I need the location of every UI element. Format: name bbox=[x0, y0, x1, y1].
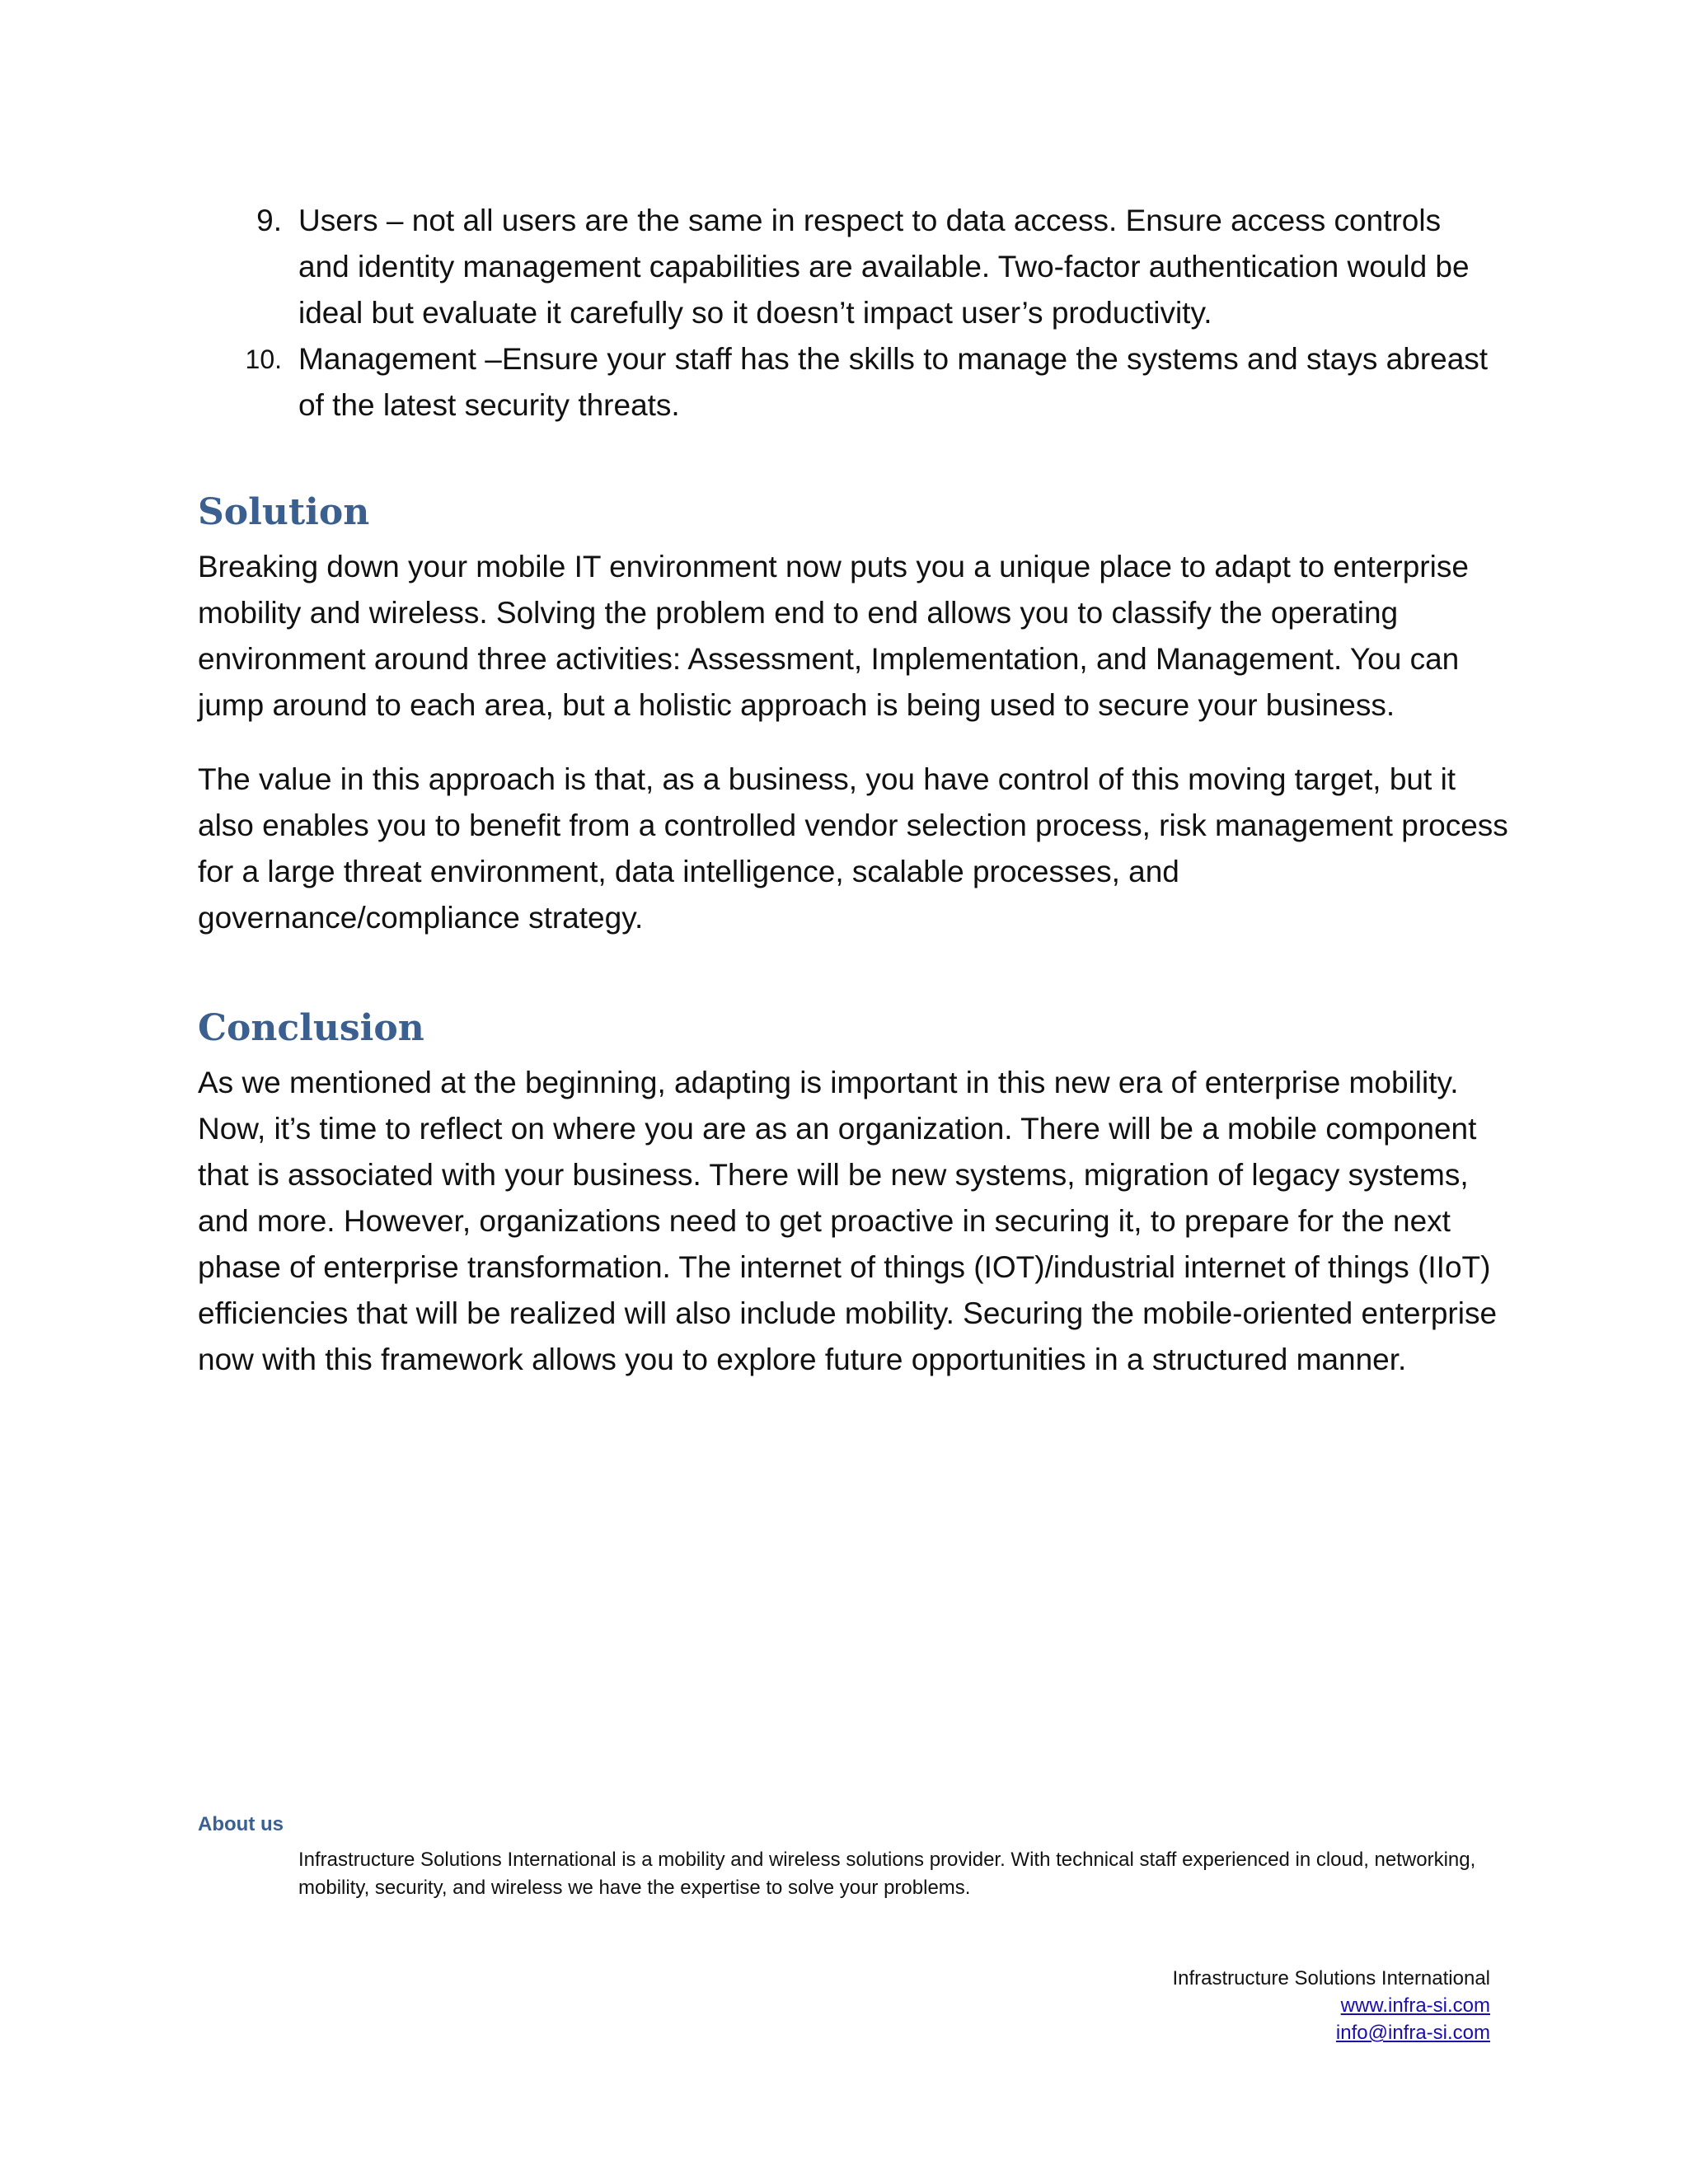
email-link[interactable]: info@infra-si.com bbox=[1335, 2022, 1490, 2044]
solution-paragraph-2: The value in this approach is that, as a business, you have control of this moving target, but it also enables you to benefit from a controlled vendor selection process, risk management process for a large threat environment, data intelligence, scalable processes, and governance/compliance strategy. bbox=[198, 762, 1508, 935]
conclusion-heading: Conclusion bbox=[198, 1007, 424, 1049]
conclusion-paragraph: As we mentioned at the beginning, adapting is important in this new era of enterprise mobility. Now, it’s time to reflect on where you are as an organization. There will be a mobile component that is associated with your business. There will be new systems, migration of legacy systems, and more. However, organizations need to get proactive in securing it, to prepare for the next phase of enterprise transformation. The internet of things (IOT)/industrial internet of things (IIoT) efficiencies that will be realized will also include mobility. Securing the mobile-oriented enterprise now with this framework allows you to explore future opportunities in a structured manner. bbox=[198, 1066, 1498, 1376]
company-name: Infrastructure Solutions International bbox=[1172, 1967, 1490, 1990]
solution-heading: Solution bbox=[198, 491, 370, 533]
about-us-title: About us bbox=[198, 1813, 284, 1835]
about-us-text: Infrastructure Solutions International is a mobility and wireless solutions provider. With technical staff experienced in cloud, networking, mobility, security, and wireless we have the expertise to solve your problems. bbox=[298, 1849, 1476, 1899]
list-item-number: 9. bbox=[256, 204, 282, 237]
list-item bbox=[198, 198, 1500, 336]
solution-paragraph-1: Breaking down your mobile IT environment now puts you a unique place to adapt to enterprise mobility and wireless. Solving the problem end to end allows you to classify the operating environment around three activities: Assessment, Implementation, and Management. You can jump around to each area, but a holistic approach is being used to secure your business. bbox=[198, 550, 1469, 722]
list-item-text: Management –Ensure your staff has the skills to manage the systems and stays abreast of the latest security threats. bbox=[298, 342, 1489, 422]
list-item-text: Users – not all users are the same in respect to data access. Ensure access controls and identity management capabilities are available. Two-factor authentication would be ideal but evaluate it carefully so it doesn’t impact user’s productivity. bbox=[298, 204, 1470, 330]
list-item-number: 10. bbox=[245, 344, 282, 374]
list-item bbox=[198, 336, 1500, 429]
numbered-list bbox=[198, 198, 1500, 429]
website-link[interactable]: www.infra-si.com bbox=[1340, 1994, 1490, 2017]
contact-block bbox=[1172, 1965, 1490, 2046]
